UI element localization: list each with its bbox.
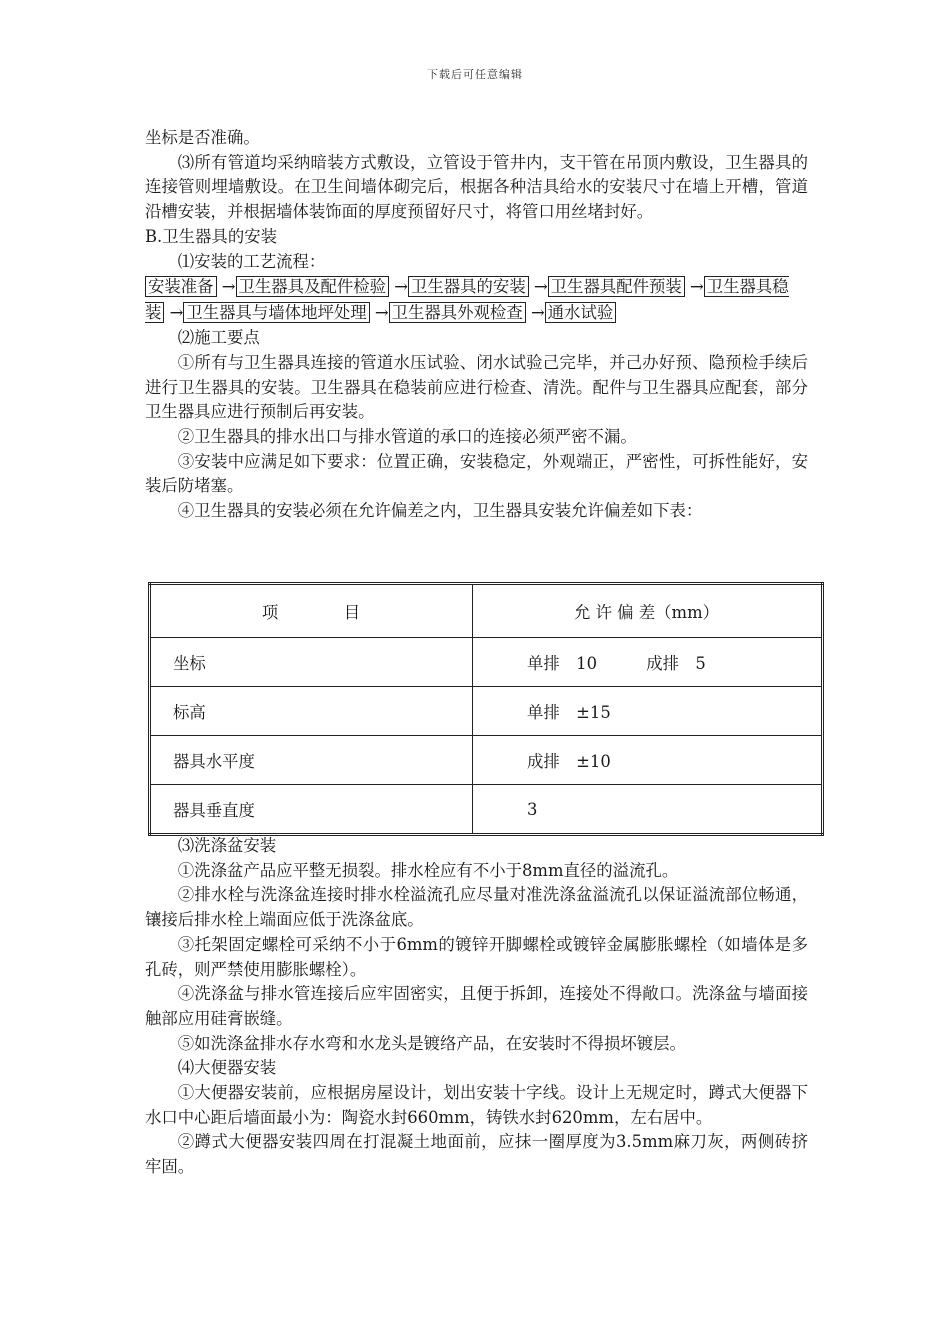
- table-cell: 器具垂直度: [150, 785, 473, 835]
- arrow-icon: →: [394, 277, 408, 297]
- page-header: 下载后可任意编辑: [427, 68, 523, 81]
- arrow-icon: →: [530, 303, 545, 323]
- paragraph: ②卫生器具的排水出口与排水管道的承口的连接必须严密不漏。: [177, 427, 637, 447]
- subsection-heading: ⑷大便器安装: [177, 1058, 277, 1078]
- table-header-cell: 允 许 偏 差（mm）: [473, 584, 823, 638]
- paragraph: ①洗涤盆产品应平整无损裂。排水栓应有不小于8mm直径的溢流孔。: [177, 860, 679, 880]
- arrow-icon: →: [533, 277, 548, 297]
- flow-step: 通水试验: [545, 302, 617, 323]
- paragraph: ①所有与卫生器具连接的管道水压试验、闭水试验己完毕，并己办好预、隐预检手续后进行卫生器具的安装。卫生器具在稳装前应进行检查、清洗。配件与卫生器具应配套，部分卫生器具应进行预制后再安装。: [145, 352, 808, 422]
- table-cell: 坐标: [150, 638, 473, 687]
- table-cell: 单排 ±15: [473, 687, 823, 736]
- section-heading: B.卫生器具的安装: [145, 226, 277, 246]
- arrow-icon: →: [690, 277, 704, 297]
- flow-step: 卫生器具及配件检验: [236, 276, 390, 297]
- tolerance-table: [148, 582, 824, 836]
- table-row: [150, 687, 823, 736]
- flow-step: 卫生器具配件预装: [548, 276, 685, 297]
- paragraph: ⑶所有管道均采纳暗装方式敷设，立管设于管井内，支干管在吊顶内敷设，卫生器具的连接管则埋墙敷设。在卫生间墙体砌完后，根据各种洁具给水的安装尺寸在墙上开槽，管道沿槽安装，并根据墙体装饰面的厚度预留好尺寸，将管口用丝堵封好。: [145, 152, 808, 222]
- table-cell: 器具水平度: [150, 736, 473, 785]
- flow-step: 安装准备: [145, 276, 217, 297]
- paragraph: ④洗涤盆与排水管连接后应牢固密实，且便于拆卸，连接处不得敞口。洗涤盆与墙面接触部应用硅膏嵌缝。: [145, 984, 808, 1028]
- flow-step: 卫生器具稳装: [145, 277, 789, 323]
- table-header-row: [150, 584, 823, 638]
- paragraph: ③安装中应满足如下要求：位置正确，安装稳定，外观端正，严密性，可拆性能好，安装后防堵塞。: [145, 451, 808, 496]
- paragraph: ②蹲式大便器安装四周在打混凝土地面前，应抹一圈厚度为3.5mm麻刀灰，两侧砖挤牢固。: [145, 1132, 808, 1177]
- arrow-icon: →: [374, 303, 389, 323]
- table-header-cell: 项 目: [150, 584, 473, 638]
- table-cell: 标高: [150, 687, 473, 736]
- flow-step: 卫生器具外观检查: [389, 302, 526, 323]
- paragraph: ①大便器安装前，应根据房屋设计，划出安装十字线。设计上无规定时，蹲式大便器下水口中心距后墙面最小为：陶瓷水封660mm，铸铁水封620mm，左右居中。: [145, 1083, 808, 1127]
- paragraph: 坐标是否准确。: [145, 128, 260, 147]
- document-body-top: [145, 126, 808, 524]
- paragraph: ③托架固定螺栓可采纳不小于6mm的镀锌开脚螺栓或镀锌金属膨胀螺栓（如墙体是多孔砖，则严禁使用膨胀螺栓）。: [145, 934, 808, 979]
- subsection-heading: ⑶洗涤盆安装: [177, 836, 277, 855]
- subsection-heading: ⑴安装的工艺流程：: [177, 251, 326, 271]
- paragraph: ④卫生器具的安装必须在允许偏差之内，卫生器具安装允许偏差如下表：: [177, 501, 703, 521]
- flow-step: 卫生器具的安装: [408, 276, 529, 297]
- document-body-bottom: [145, 834, 808, 1180]
- flow-step: 卫生器具与墙体地坪处理: [183, 302, 369, 323]
- paragraph: ⑤如洗涤盆排水存水弯和水龙头是镀络产品，在安装时不得损坏镀层。: [177, 1033, 686, 1053]
- table-row: [150, 638, 823, 687]
- table-row: [150, 785, 823, 835]
- arrow-icon: →: [169, 303, 184, 323]
- table-cell: 3: [473, 785, 823, 835]
- table-cell: 成排 ±10: [473, 736, 823, 785]
- subsection-heading: ⑵施工要点: [177, 328, 260, 348]
- table-row: [150, 736, 823, 785]
- table-cell: 单排 10 成排 5: [473, 638, 823, 687]
- process-flow: [145, 274, 808, 326]
- paragraph: ②排水栓与洗涤盆连接时排水栓溢流孔应尽量对准洗涤盆溢流孔以保证溢流部位畅通，镶接后排水栓上端面应低于洗涤盆底。: [145, 885, 808, 930]
- arrow-icon: →: [221, 277, 236, 297]
